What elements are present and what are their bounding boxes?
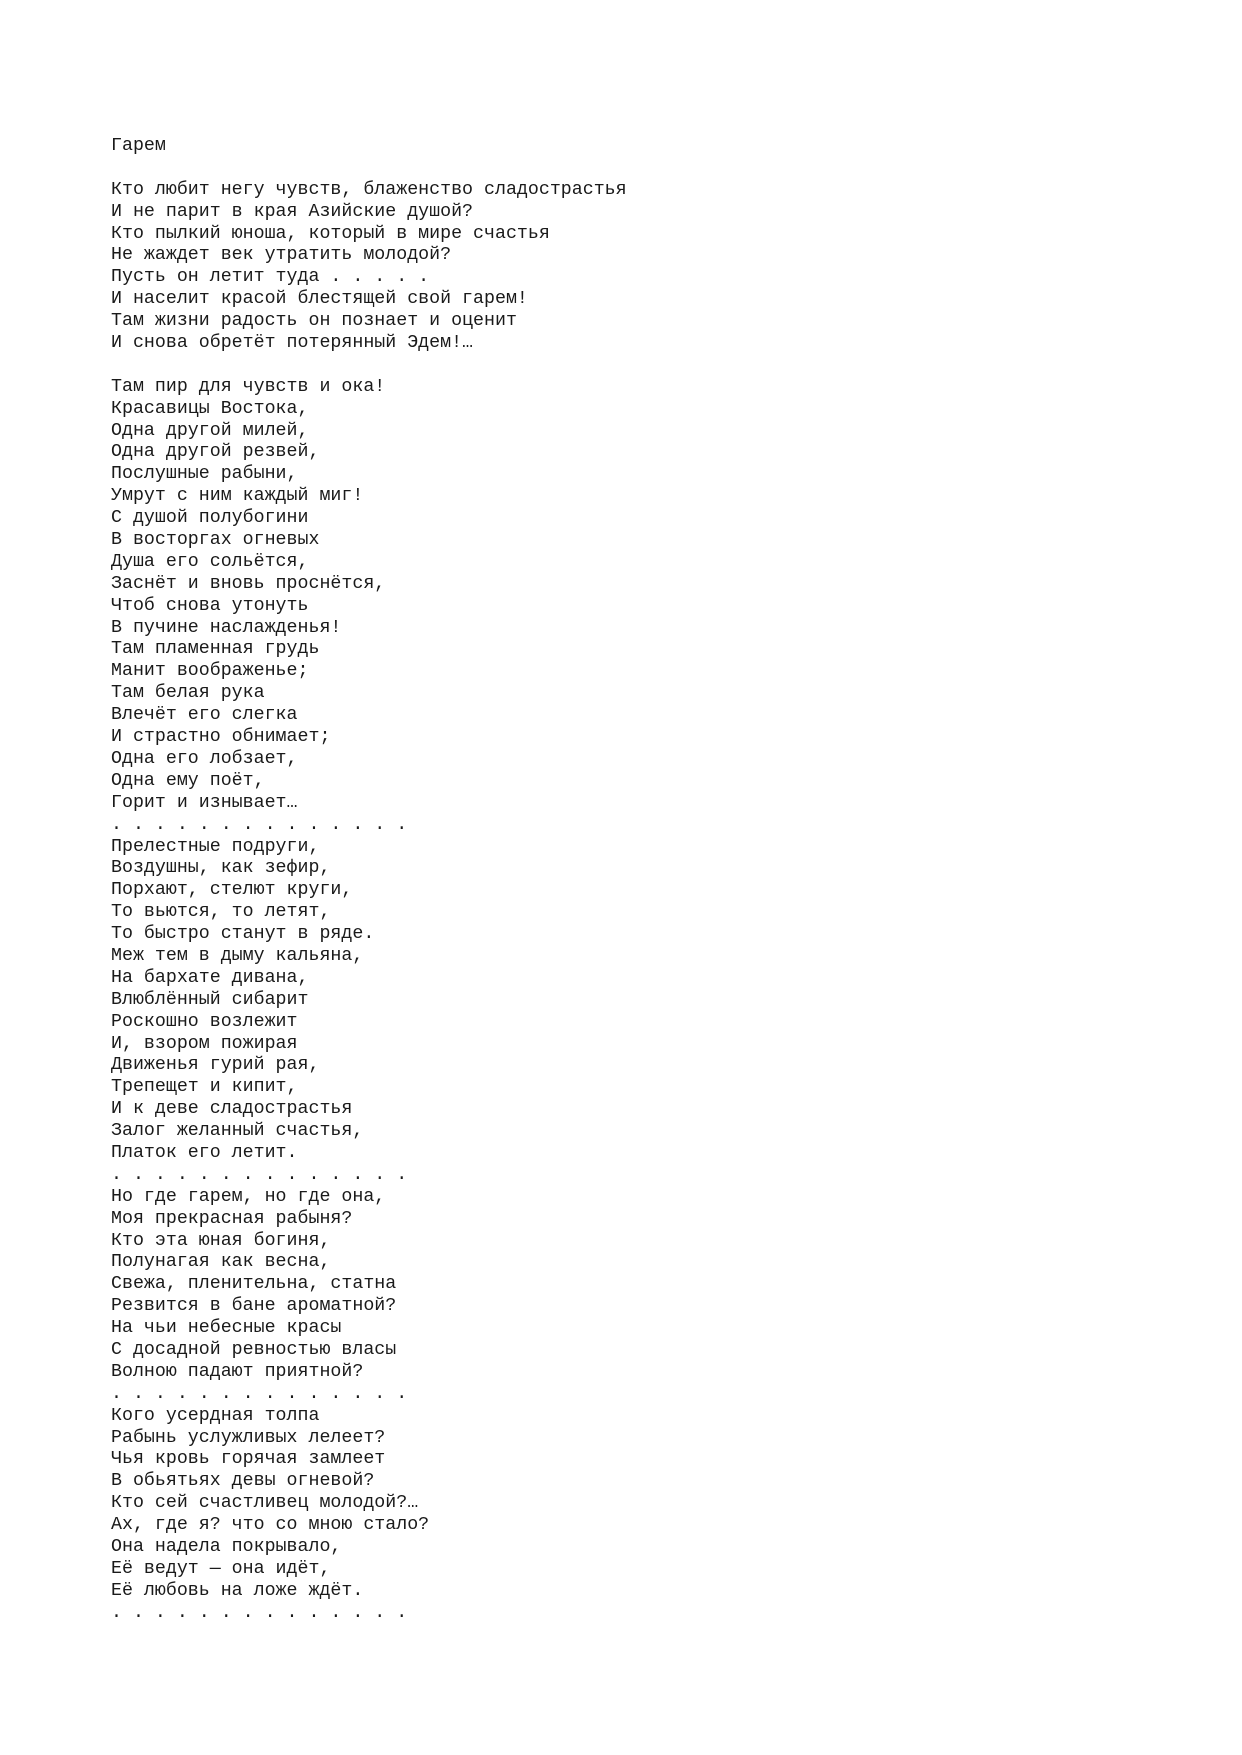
poem-line: Не жаждет век утратить молодой? — [111, 245, 452, 266]
poem-line: Пусть он летит туда . . . . . — [111, 267, 430, 288]
poem-line: Там пир для чувств и ока! — [111, 376, 386, 397]
poem-line: Одна другой резвей, — [111, 442, 320, 463]
poem-line: Одна ему поёт, — [111, 770, 265, 791]
poem-line: Душа его сольётся, — [111, 551, 309, 572]
stanza-1 — [111, 180, 1161, 355]
poem-line: Чья кровь горячая замлеет — [111, 1449, 386, 1470]
poem-line: С досадной ревностью власы — [111, 1339, 397, 1360]
poem-line: Меж тем в дыму кальяна, — [111, 945, 364, 966]
poem-line: Роскошно возлежит — [111, 1011, 298, 1032]
poem-line: Воздушны, как зефир, — [111, 858, 331, 879]
stanza-2 — [111, 377, 1161, 1625]
poem-line: И не парит в края Азийские душой? — [111, 201, 474, 222]
poem-line: Горит и изнывает… — [111, 792, 298, 813]
poem-line: То вьются, то летят, — [111, 902, 331, 923]
poem-line: Влюблённый сибарит — [111, 989, 309, 1010]
poem-line: Платок его летит. — [111, 1142, 298, 1163]
poem-line: В восторгах огневых — [111, 530, 320, 551]
poem-line: Но где гарем, но где она, — [111, 1186, 386, 1207]
poem-line: Волною падают приятной? — [111, 1361, 364, 1382]
poem-line: Резвится в бане ароматной? — [111, 1296, 397, 1317]
poem-line: Трепещет и кипит, — [111, 1077, 298, 1098]
poem-line: И, взором пожирая — [111, 1033, 298, 1054]
poem-line: Прелестные подруги, — [111, 836, 320, 857]
poem-line: Влечёт его слегка — [111, 705, 298, 726]
poem-line: Умрут с ним каждый миг! — [111, 486, 364, 507]
poem-line: Кто сей счастливец молодой?… — [111, 1493, 419, 1514]
poem-line: В пучине наслажденья! — [111, 617, 342, 638]
poem-line: То быстро станут в ряде. — [111, 924, 375, 945]
document-page — [111, 136, 1161, 1625]
poem-line: . . . . . . . . . . . . . . — [111, 1164, 408, 1185]
stanza-spacer — [111, 158, 1161, 180]
poem-line: Одна другой милей, — [111, 420, 309, 441]
poem-line: Красавицы Востока, — [111, 398, 309, 419]
poem-line: Порхают, стелют круги, — [111, 880, 353, 901]
poem-line: Кто пылкий юноша, который в мире счастья — [111, 223, 550, 244]
poem-line: Манит воображенье; — [111, 661, 309, 682]
poem-line: Полунагая как весна, — [111, 1252, 331, 1273]
poem-line: . . . . . . . . . . . . . . — [111, 1602, 408, 1623]
poem-line: Её любовь на ложе ждёт. — [111, 1580, 364, 1601]
poem-line: И к деве сладострастья — [111, 1099, 353, 1120]
poem-line: Кто эта юная богиня, — [111, 1230, 331, 1251]
stanza-spacer — [111, 355, 1161, 377]
poem-line: Кто любит негу чувств, блаженство сладострастья — [111, 179, 627, 200]
poem-line: Моя прекрасная рабыня? — [111, 1208, 353, 1229]
poem-line: Одна его лобзает, — [111, 748, 298, 769]
poem-line: . . . . . . . . . . . . . . — [111, 1383, 408, 1404]
poem-line: И снова обретёт потерянный Эдем!… — [111, 333, 474, 354]
poem-line: Ах, где я? что со мною стало? — [111, 1515, 430, 1536]
poem-line: С душой полубогини — [111, 508, 309, 529]
poem-title: Гарем — [111, 136, 166, 156]
poem-line: Послушные рабыни, — [111, 464, 298, 485]
poem-line: И страстно обнимает; — [111, 727, 331, 748]
poem-line: Чтоб снова утонуть — [111, 595, 309, 616]
poem-line: Залог желанный счастья, — [111, 1121, 364, 1142]
poem-line: Свежа, пленительна, статна — [111, 1274, 397, 1295]
poem-line: И населит красой блестящей свой гарем! — [111, 289, 528, 310]
poem-line: Там белая рука — [111, 683, 265, 704]
poem-line: В обьятьях девы огневой? — [111, 1471, 375, 1492]
poem-line: Кого усердная толпа — [111, 1405, 320, 1426]
poem-line: Заснёт и вновь проснётся, — [111, 573, 386, 594]
poem-line: Она надела покрывало, — [111, 1537, 342, 1557]
poem-line: Рабынь услужливых лелеет? — [111, 1427, 386, 1448]
poem-line: Движенья гурий рая, — [111, 1055, 320, 1076]
poem-line: На чьи небесные красы — [111, 1318, 342, 1339]
poem-line: Её ведут — она идёт, — [111, 1558, 331, 1579]
poem-line: Там жизни радость он познает и оценит — [111, 311, 517, 332]
poem-line: . . . . . . . . . . . . . . — [111, 814, 408, 835]
poem-line: Там пламенная грудь — [111, 639, 320, 660]
poem-line: На бархате дивана, — [111, 967, 309, 988]
